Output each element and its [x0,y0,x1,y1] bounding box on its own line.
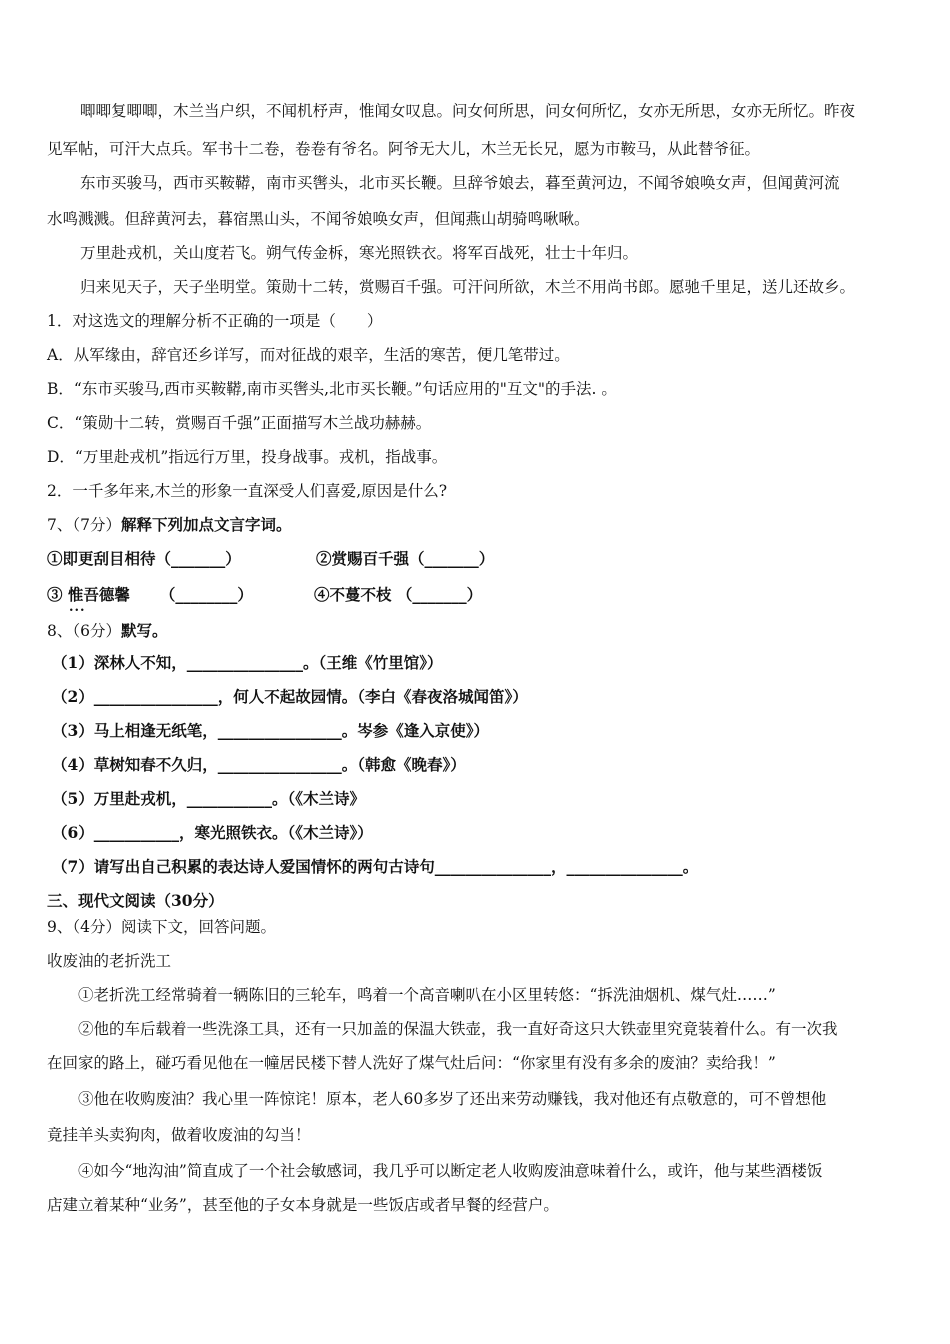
article-title: 收废油的老折洗工 [47,952,172,970]
poem-line: 归来见天子，天子坐明堂。策勋十二转，赏赐百千强。可汗问所欲，木兰不用尚书郎。愿驰千里足，送儿还故乡。 [80,278,856,296]
q1-option-c: C．“策勋十二转，赏赐百千强”正面描写木兰战功赫赫。 [47,414,432,432]
article-paragraph: 竟挂羊头卖狗肉，做着收废油的勾当！ [47,1126,311,1144]
article-paragraph: ④如今“地沟油”简直成了一个社会敏感词，我几乎可以断定老人收购废油意味着什么，或许，他与某些酒楼饭 [78,1162,823,1180]
poem-line: 东市买骏马，西市买鞍鞯，南市买辔头，北市买长鞭。旦辞爷娘去，暮至黄河边，不闻爷娘唤女声，但闻黄河流 [80,174,840,192]
q7-item-3-blank: （________） [159,585,253,604]
q8-prefix: 8、（6分） [47,622,121,640]
q8-item-2: （2）________________，何人不起故园情。（李白《春夜洛城闻笛》） [52,687,528,706]
article-paragraph: 在回家的路上，碰巧看见他在一幢居民楼下替人洗好了煤气灶后问：“你家里有没有多余的废油？卖给我！” [47,1054,776,1072]
q2-stem: 2．一千多年来,木兰的形象一直深受人们喜爱,原因是什么? [47,482,448,500]
section-3-heading: 三、现代文阅读（30分） [47,891,224,910]
q8-item-1: （1）深林人不知，_______________。（王维《竹里馆》） [52,653,443,672]
article-paragraph: ③他在收购废油？我心里一阵惊诧！原本，老人60多岁了还出来劳动赚钱，我对他还有点敬意的，可不曾想他 [78,1090,827,1108]
q8-item-3: （3）马上相逢无纸笔，________________。岑参《逢入京使》） [52,721,490,740]
article-paragraph: 店建立着某种“业务”，甚至他的子女本身就是一些饭店或者早餐的经营户。 [47,1196,559,1214]
poem-line: 水鸣溅溅。但辞黄河去，暮宿黑山头，不闻爷娘唤女声，但闻燕山胡骑鸣啾啾。 [47,210,590,228]
q7-item-3 [47,584,253,606]
poem-line: 见军帖，可汗大点兵。军书十二卷，卷卷有爷名。阿爷无大儿，木兰无长兄，愿为市鞍马，从此替爷征。 [47,140,761,158]
q8-item-4: （4）草树知春不久归，________________。（韩愈《晚春》） [52,755,466,774]
q8-title: 默写。 [120,621,168,640]
q7-title: 解释下列加点文言字词。 [120,515,292,534]
q1-option-d: D．“万里赴戎机”指远行万里，投身战事。戎机，指战事。 [47,448,448,466]
q7-heading [47,514,292,536]
poem-line: 唧唧复唧唧，木兰当户织，不闻机杼声，惟闻女叹息。问女何所思，问女何所忆，女亦无所思，女亦无所忆。昨夜 [80,102,856,120]
q8-item-7: （7）请写出自己积累的表达诗人爱国情怀的两句古诗句_______________，_______________。 [52,857,699,876]
q7-prefix: 7、（7分） [47,516,121,534]
q7-item-4: ④不蔓不枝 （_______） [314,585,483,604]
q8-heading [47,620,168,642]
poem-line: 万里赴戎机，关山度若飞。朔气传金柝，寒光照铁衣。将军百战死，壮士十年归。 [80,244,639,262]
article-paragraph: ①老折洗工经常骑着一辆陈旧的三轮车，鸣着一个高音喇叭在小区里转悠：“拆洗油烟机、煤气灶……” [78,986,776,1004]
article-paragraph: ②他的车后载着一些洗涤工具，还有一只加盖的保温大铁壶，我一直好奇这只大铁壶里究竟装着什么。有一次我 [78,1020,838,1038]
q1-option-b: B．“东市买骏马,西市买鞍鞯,南市买辔头,北市买长鞭。”句话应用的"互文"的手法. 。 [47,380,617,398]
q7-item-1: ①即更刮目相待（_______） [47,549,241,568]
q1-option-a: A．从军缘由，辞官还乡详写，而对征战的艰辛，生活的寒苦，便几笔带过。 [47,346,570,364]
q7-item-3-word: ③ 惟吾德馨 ... [47,585,130,604]
q8-item-6: （6）___________，寒光照铁衣。（《木兰诗》） [52,823,373,842]
q1-stem: 1．对这选文的理解分析不正确的一项是（ ） [47,312,383,330]
q8-item-5: （5）万里赴戎机，___________。（《木兰诗》 [52,789,366,808]
q9-stem: 9、（4分）阅读下文，回答问题。 [47,918,276,936]
q7-item-2: ②赏赐百千强（_______） [316,549,495,568]
